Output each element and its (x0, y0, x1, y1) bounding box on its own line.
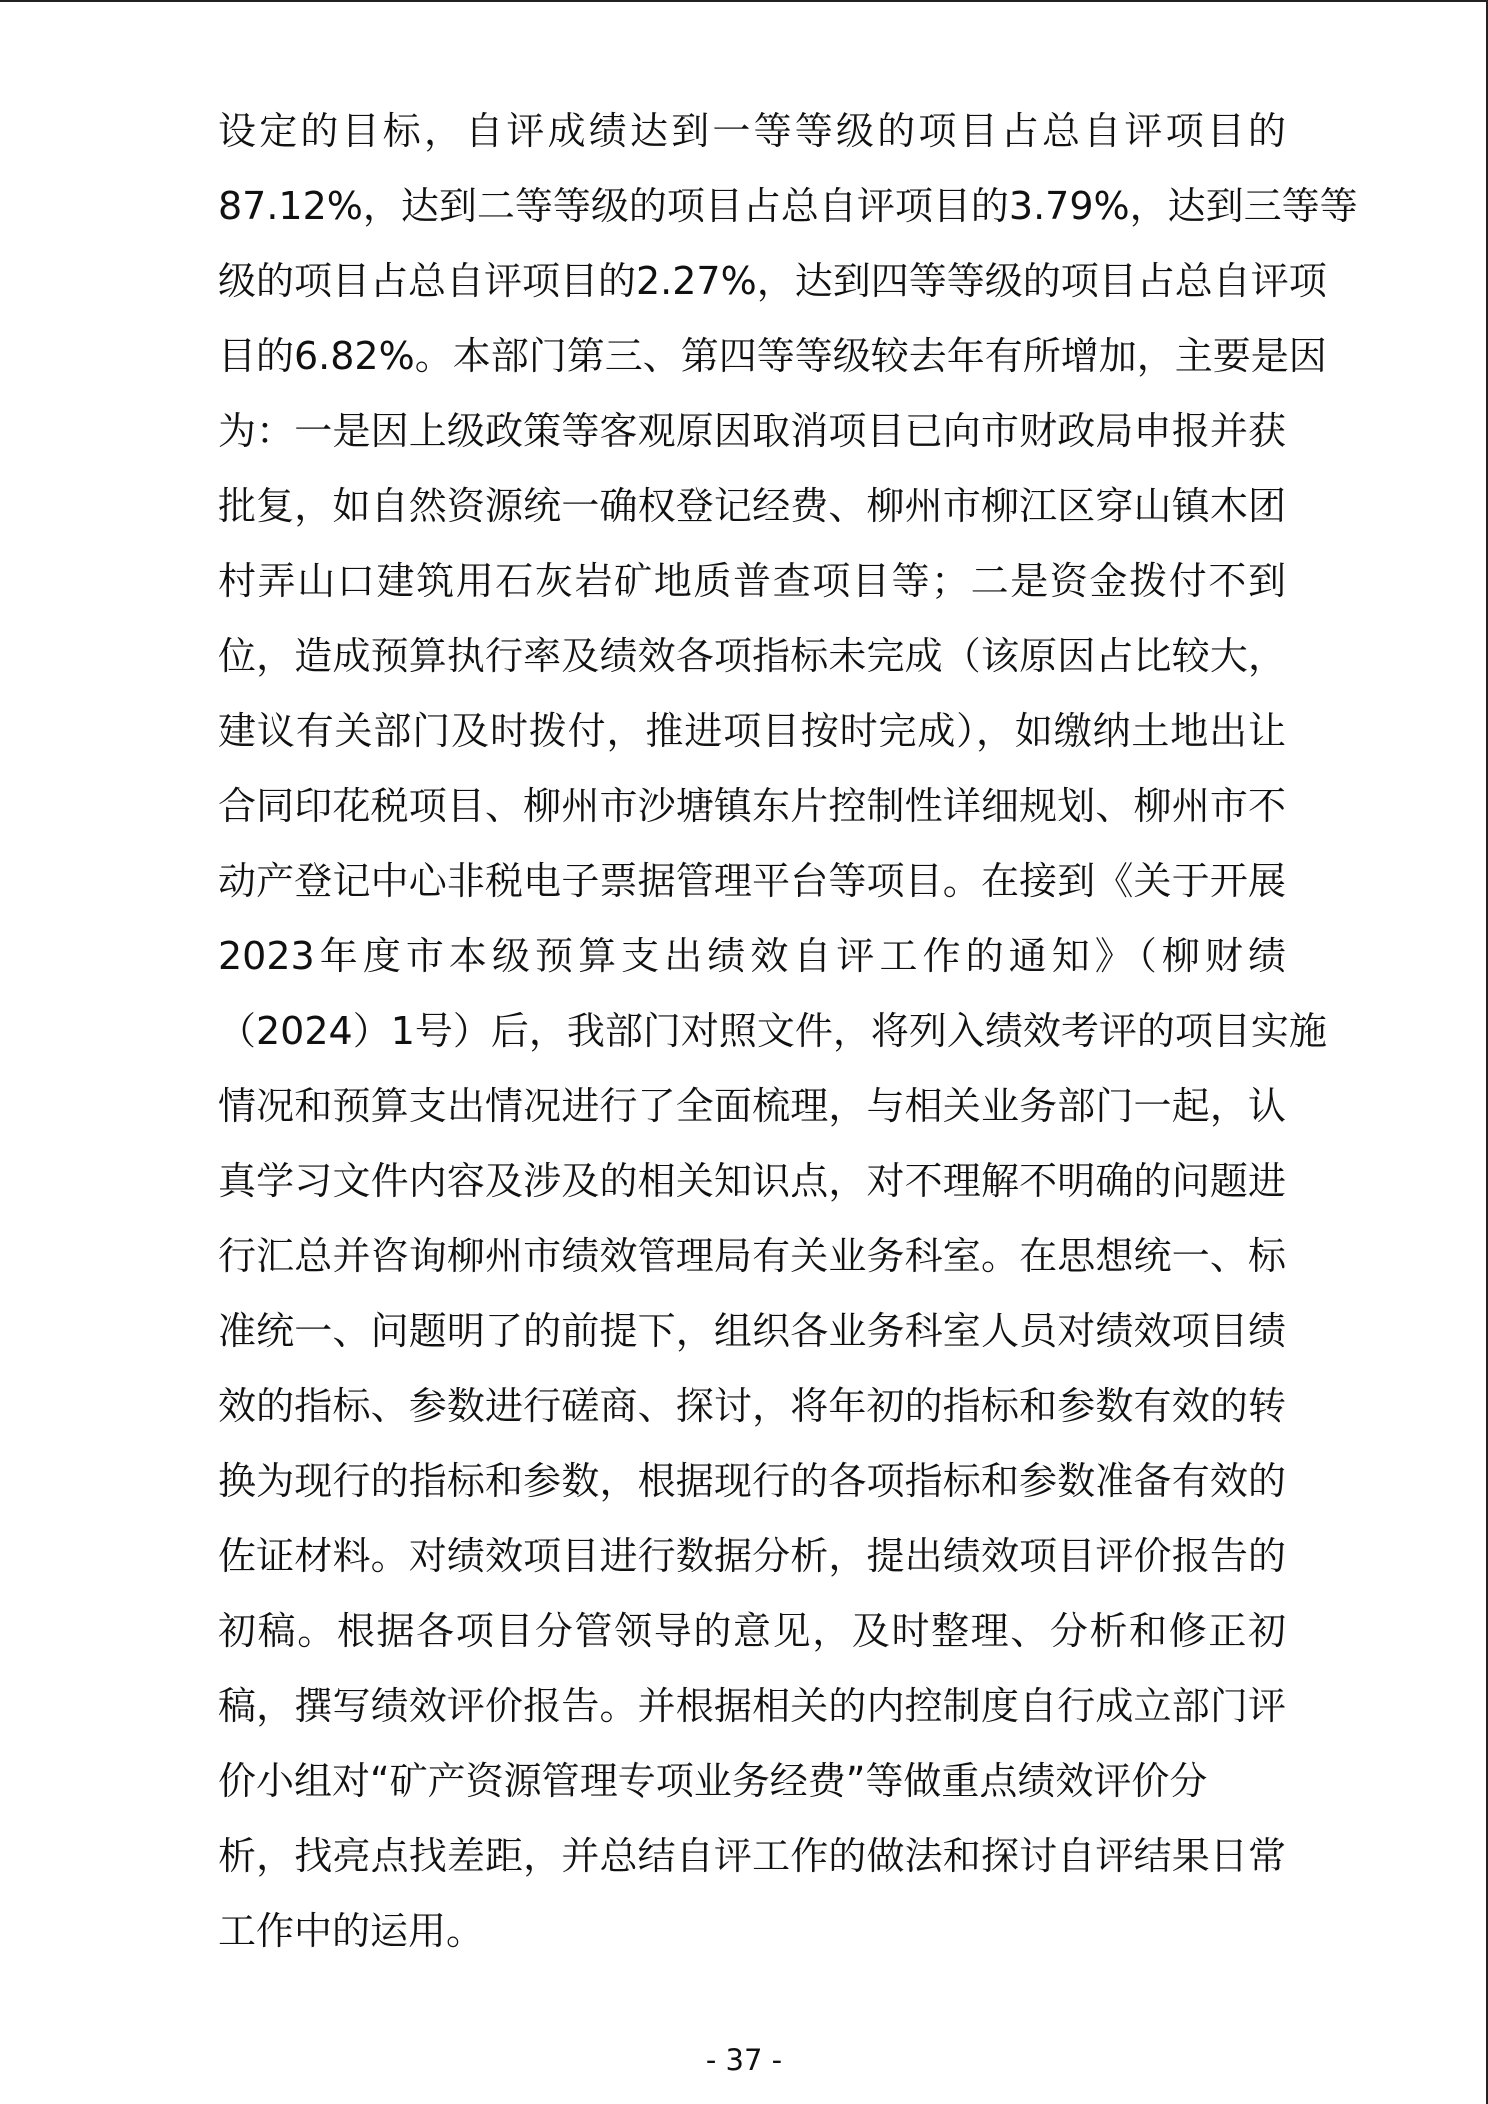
text-line: 级的项目占总自评项目的2.27%，达到四等等级的项目占总自评项 (218, 259, 1327, 303)
text-line: 准统一、问题明了的前提下，组织各业务科室人员对绩效项目绩 (218, 1309, 1286, 1353)
text-line: 目的6.82%。本部门第三、第四等等级较去年有所增加，主要是因 (218, 334, 1327, 378)
text-line: 2023年度市本级预算支出绩效自评工作的通知》（柳财绩 (218, 934, 1286, 978)
text-line: 动产登记中心非税电子票据管理平台等项目。在接到《关于开展 (218, 859, 1286, 903)
text-line: 87.12%，达到二等等级的项目占总自评项目的3.79%，达到三等等 (218, 184, 1358, 228)
page-number: - 37 - (705, 2043, 783, 2077)
text-line: 效的指标、参数进行磋商、探讨，将年初的指标和参数有效的转 (218, 1384, 1286, 1428)
text-line: 行汇总并咨询柳州市绩效管理局有关业务科室。在思想统一、标 (218, 1234, 1286, 1278)
text-line: 批复，如自然资源统一确权登记经费、柳州市柳江区穿山镇木团 (218, 484, 1286, 528)
text-line: 建议有关部门及时拨付，推进项目按时完成），如缴纳土地出让 (218, 709, 1286, 753)
text-line: 位，造成预算执行率及绩效各项指标未完成（该原因占比较大， (218, 634, 1286, 678)
text-line: 情况和预算支出情况进行了全面梳理，与相关业务部门一起，认 (218, 1084, 1286, 1128)
text-line: 合同印花税项目、柳州市沙塘镇东片控制性详细规划、柳州市不 (218, 784, 1286, 828)
text-line: 换为现行的指标和参数，根据现行的各项指标和参数准备有效的 (218, 1459, 1286, 1503)
text-line: 真学习文件内容及涉及的相关知识点，对不理解不明确的问题进 (218, 1159, 1286, 1203)
text-line: 稿，撰写绩效评价报告。并根据相关的内控制度自行成立部门评 (218, 1684, 1286, 1728)
text-line: （2024）1号）后，我部门对照文件，将列入绩效考评的项目实施 (218, 1009, 1327, 1053)
text-line: 为：一是因上级政策等客观原因取消项目已向市财政局申报并获 (218, 409, 1286, 453)
text-line: 设定的目标，自评成绩达到一等等级的项目占总自评项目的 (218, 109, 1286, 153)
text-line: 佐证材料。对绩效项目进行数据分析，提出绩效项目评价报告的 (218, 1534, 1286, 1578)
text-line: 初稿。根据各项目分管领导的意见，及时整理、分析和修正初 (218, 1609, 1286, 1653)
text-line: 析，找亮点找差距，并总结自评工作的做法和探讨自评结果日常 (218, 1834, 1286, 1878)
text-line: 村弄山口建筑用石灰岩矿地质普查项目等；二是资金拨付不到 (218, 559, 1286, 603)
text-line: 工作中的运用。 (218, 1909, 485, 1953)
text-line: 价小组对“矿产资源管理专项业务经费”等做重点绩效评价分 (218, 1759, 1208, 1803)
document-body (218, 94, 1358, 1969)
